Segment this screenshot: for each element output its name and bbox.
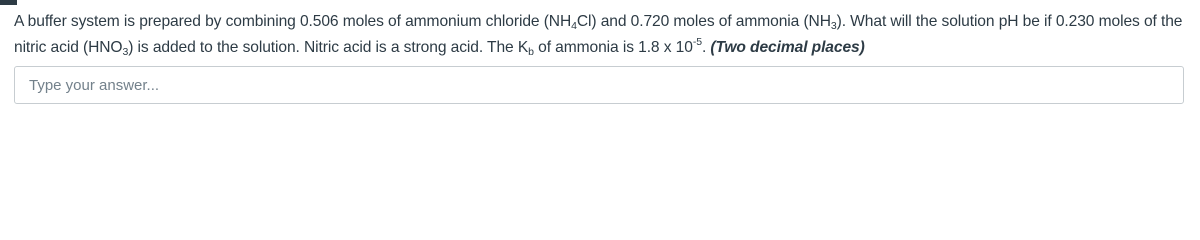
question-text [14,9,1194,61]
subscript: 3 [122,46,129,58]
subscript: b [528,46,534,58]
subscript: 3 [830,20,837,32]
question-part: ). What will the solution pH be if 0.230 moles of the nitric acid (HNO [14,13,1183,56]
corner-marker [0,0,17,5]
answer-field-container [14,66,1184,104]
instruction-emphasis: (Two decimal places) [710,39,865,56]
question-part: of ammonia is 1.8 x 10 [533,39,693,56]
answer-input[interactable] [15,67,1183,103]
question-part: Cl) and 0.720 moles of ammonia (NH [576,13,831,30]
subscript: 4 [571,20,577,32]
question-part: . [701,39,711,56]
question-part: ) is added to the solution. Nitric acid is a strong acid. The K [128,39,529,56]
question-part: A buffer system is prepared by combining 0.506 moles of ammonium chloride (NH [14,13,572,30]
superscript: -5 [692,36,702,48]
